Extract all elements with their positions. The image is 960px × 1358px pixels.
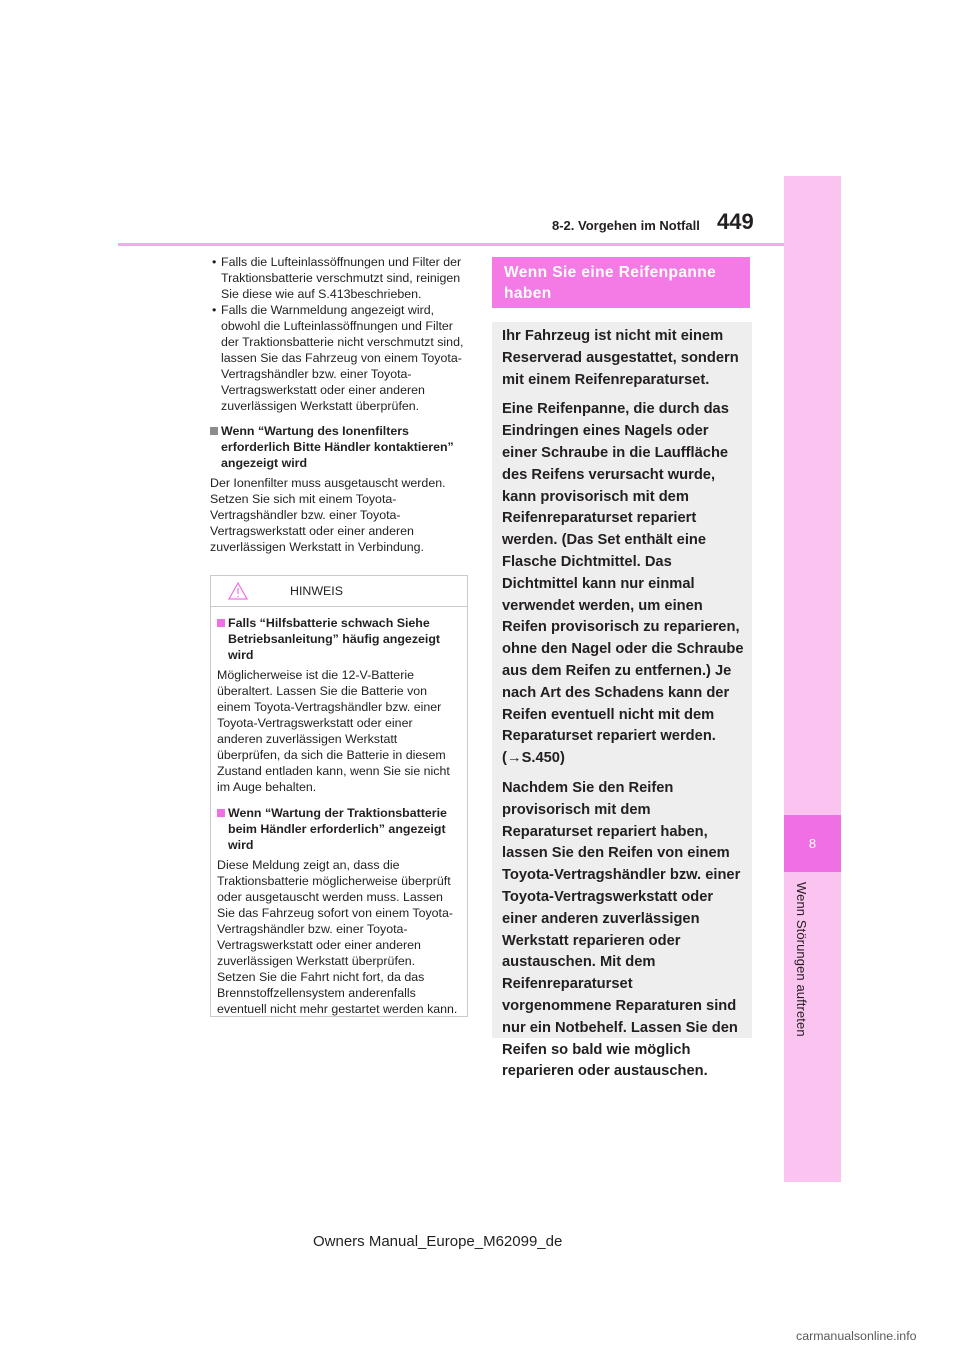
chapter-title: Wenn Störungen auftreten: [794, 882, 809, 1037]
section-heading: 8-2. Vorgehen im Notfall: [552, 218, 700, 233]
notice-section-heading-text: Falls “Hilfsbatterie schwach Siehe Betriebsanleitung” häufig angezeigt wird: [228, 616, 441, 662]
intro-paragraph: Ihr Fahrzeug ist nicht mit einem Reserverad ausgestattet, sondern mit einem Reifenreparaturset.: [502, 328, 739, 388]
chapter-number: 8: [784, 815, 841, 872]
header-rule: [118, 243, 784, 246]
bullet-list: [210, 254, 472, 414]
square-bullet-icon: [217, 809, 225, 817]
list-item: • Falls die Lufteinlassöffnungen und Filter der Traktionsbatterie verschmutzt sind, reinigen Sie diese wie auf S.413beschrieben.: [210, 254, 472, 302]
notice-section-heading-text: Wenn “Wartung der Traktionsbatterie beim Händler erforderlich” angezeigt wird: [228, 806, 447, 852]
paragraph: Diese Meldung zeigt an, dass die Traktionsbatterie möglicherweise überprüft oder ausgetauscht werden muss. Lassen Sie das Fahrzeug sofort von einem Toyota-Vertragshändler bzw. einer Toyota-Vertragswerkstatt oder einer anderen zuverlässigen Werkstatt überprüfen.: [217, 858, 454, 968]
notice-section-heading: [217, 805, 459, 853]
notice-box: [210, 575, 468, 1017]
square-bullet-icon: [217, 619, 225, 627]
left-column: [210, 254, 472, 555]
list-item: • Falls die Warnmeldung angezeigt wird, obwohl die Lufteinlassöffnungen und Filter der Traktionsbatterie nicht verschmutzt sind, lassen Sie das Fahrzeug von einem Toyota-Vertragshändler bzw. einer Toyota-Vertragswerkstatt oder einer anderen zuverlässigen Werkstatt überprüfen.: [210, 302, 472, 414]
footer-text: Owners Manual_Europe_M62099_de: [313, 1233, 563, 1250]
intro-paragraph: Nachdem Sie den Reifen provisorisch mit dem Reparaturset repariert haben, lassen Sie den Reifen von einem Toyota-Vertragshändler bzw. einer Toyota-Vertragswerkstatt oder einer anderen zuverlässigen Werkstatt reparieren oder austauschen. Mit dem Reifenreparaturset vorgenommene Reparaturen sind nur ein Notbehelf. Lassen Sie den Reifen so bald wie möglich reparieren oder austauschen.: [502, 779, 741, 1080]
intro-paragraph: Eine Reifenpanne, die durch das Eindringen eines Nagels oder einer Schraube in die Lauffläche des Reifens verursacht wurde, kann provisorisch mit dem Reifenreparaturset repariert werden. (Das Set enthält eine Flasche Dichtmittel. Das Dichtmittel kann nur einmal verwendet werden, um einen Reifen provisorisch zu reparieren, ohne den Nagel oder die Schraube aus dem Reifen zu entfernen.) Je nach Art des Schadens kann der Reifen eventuell nicht mit dem Reparaturset repariert werden. (→S.450): [502, 401, 744, 767]
subsection-heading-text: Wenn “Wartung des Ionenfilters erforderlich Bitte Händler kontaktieren” angezeigt wird: [221, 424, 454, 470]
notice-body: [211, 607, 467, 1017]
paragraph: Möglicherweise ist die 12-V-Batterie überaltert. Lassen Sie die Batterie von einem Toyota-Vertragshändler bzw. einer Toyota-Vertragswerkstatt oder einer anderen zuverlässigen Werkstatt überprüfen, da sich die Batterie in diesem Zustand entladen kann, wenn Sie sie nicht im Auge behalten.: [217, 668, 450, 794]
notice-title: HINWEIS: [290, 584, 344, 598]
notice-section-heading: [217, 615, 459, 663]
notice-header: [211, 576, 467, 607]
warning-triangle-icon: [228, 582, 248, 600]
paragraph: Der Ionenfilter muss ausgetauscht werden. Setzen Sie sich mit einem Toyota-Vertragshändler bzw. einer Toyota-Vertragswerkstatt oder einer anderen zuverlässigen Werkstatt in Verbindung.: [210, 476, 446, 554]
section-title: Wenn Sie eine Reifenpanne haben: [504, 264, 717, 302]
watermark: carmanualsonline.info: [796, 1329, 917, 1343]
subsection-heading: [210, 423, 472, 471]
square-bullet-icon: [210, 427, 218, 435]
page-number: 449: [717, 209, 754, 234]
section-title-box: [492, 257, 750, 308]
intro-box: [492, 322, 752, 1080]
paragraph: Setzen Sie die Fahrt nicht fort, da das Brennstoffzellensystem anderenfalls eventuell nicht mehr gestartet werden kann.: [217, 970, 458, 1016]
